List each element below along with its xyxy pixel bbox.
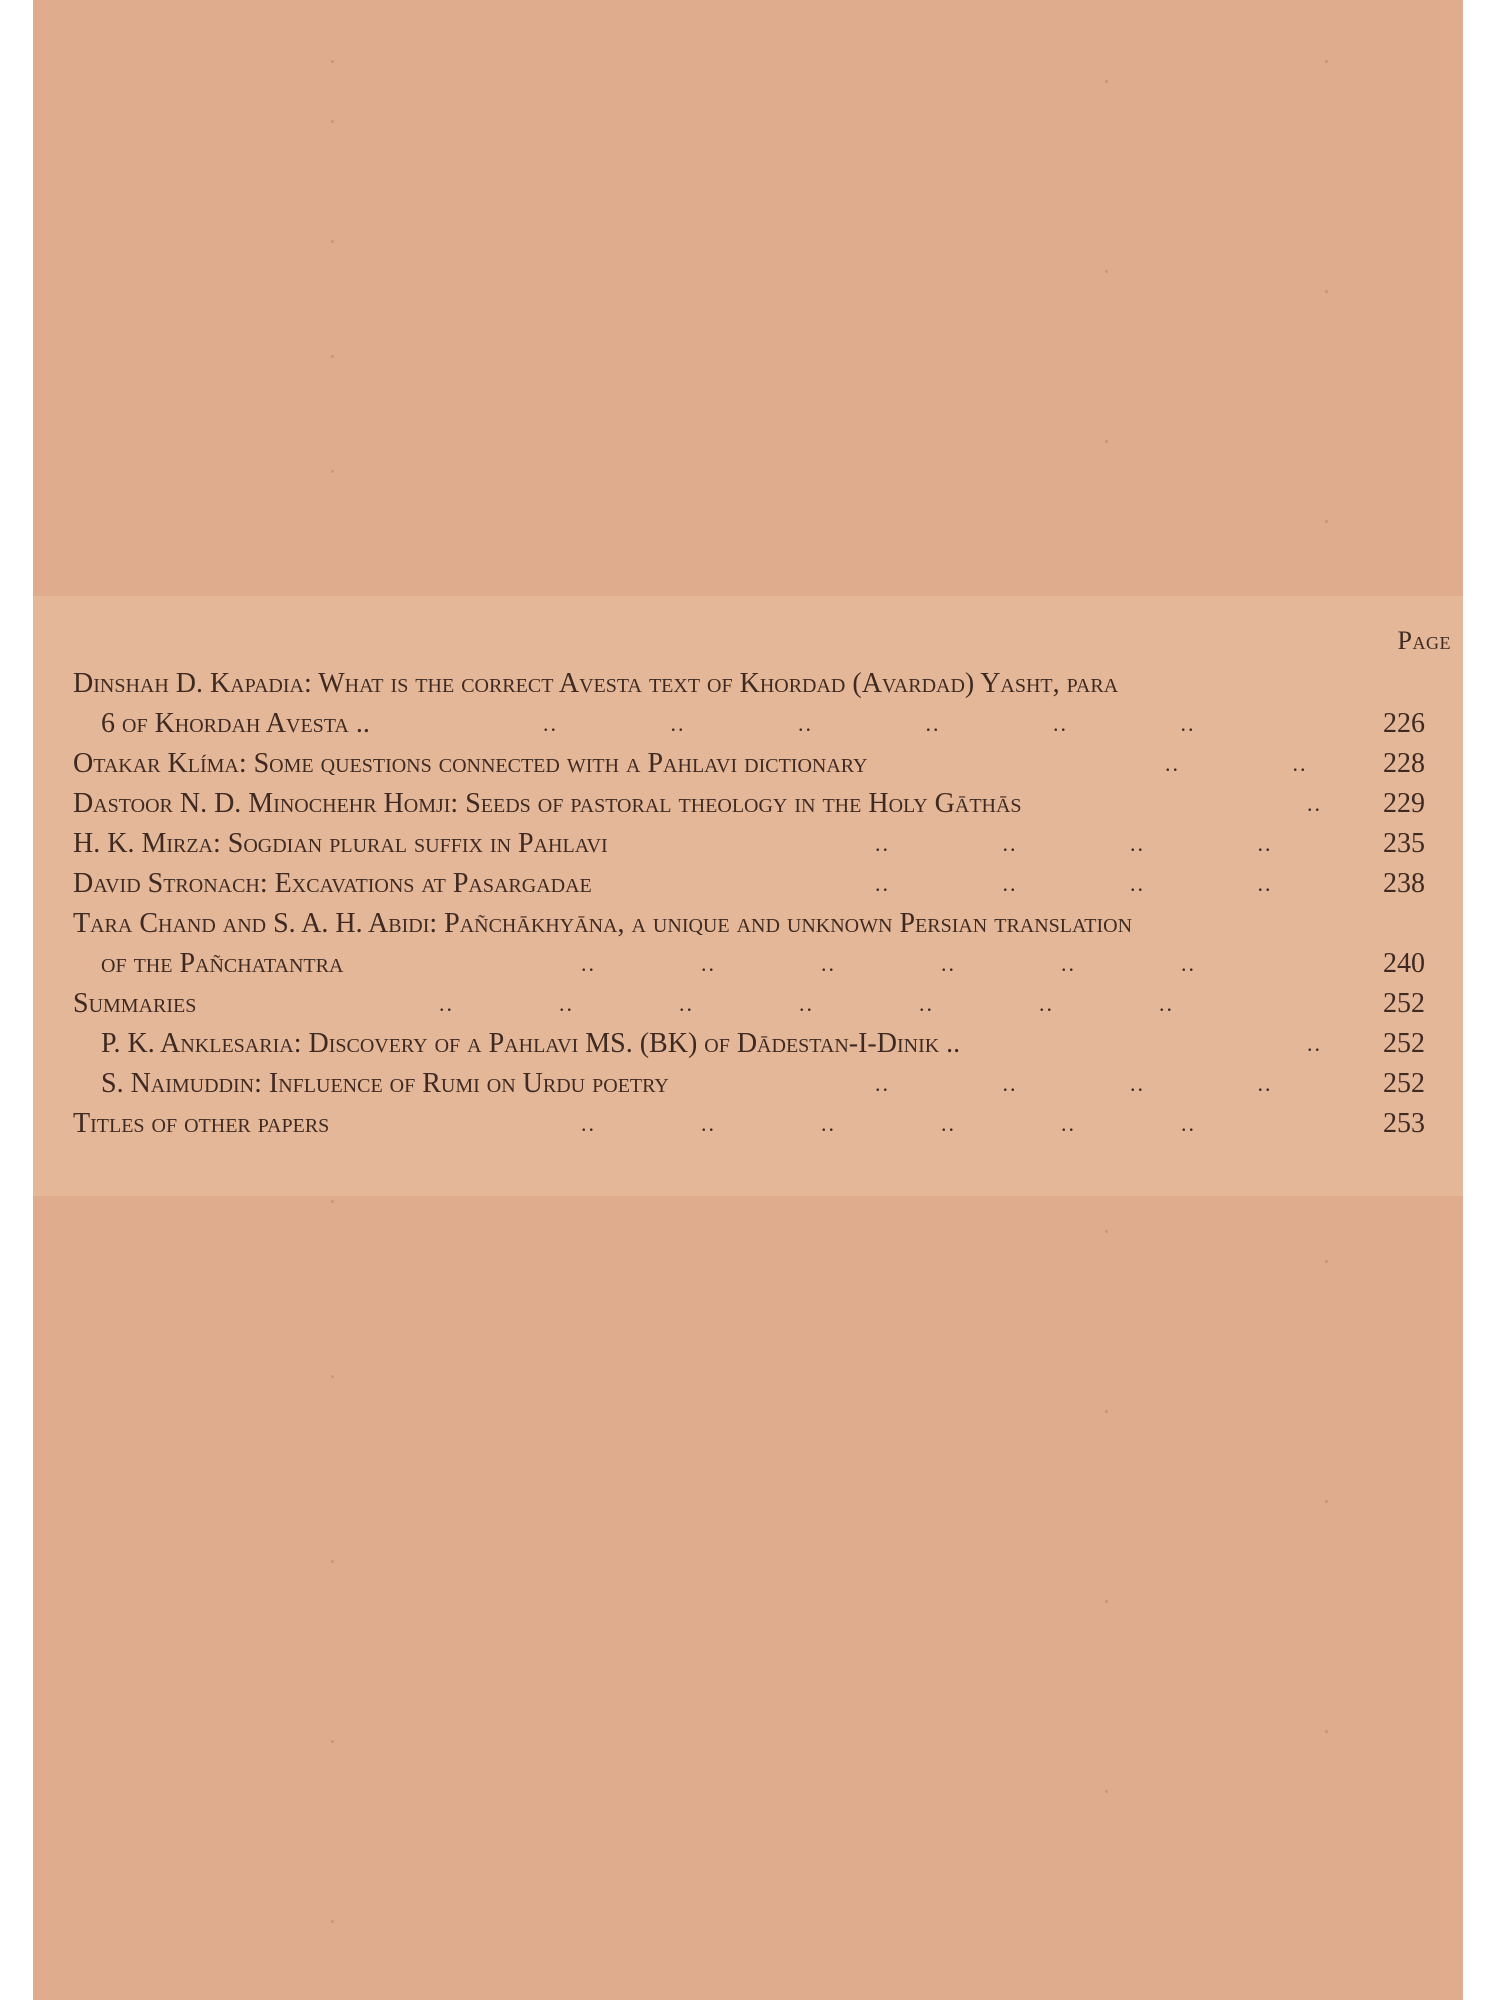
page-column-heading: Page: [1397, 626, 1451, 655]
dot-leaders: .. .. .. .. .. .. ..: [439, 991, 1174, 1016]
dot-leaders: .. .. .. ..: [875, 831, 1273, 856]
toc-entry-line: Dastoor N. D. Minochehr Homji: Seeds of pastoral theology in the Holy Gāthās: [73, 788, 1022, 819]
dot-leaders: .. .. .. ..: [875, 871, 1273, 896]
page-number: 240: [1383, 948, 1425, 979]
dot-leaders: .. ..: [1165, 751, 1308, 776]
toc-entry: [73, 1104, 1453, 1144]
toc-entry-line: S. Naimuddin: Influence of Rumi on Urdu poetry: [101, 1068, 669, 1099]
toc-entry-line: Tara Chand and S. A. H. Abidi: Pañchākhyāna, a unique and unknown Persian translation: [73, 908, 1133, 939]
toc-entry-line: Dinshah D. Kapadia: What is the correct Avesta text of Khordad (Avardad) Yasht, para: [73, 668, 1119, 699]
toc-entry-line: Titles of other papers: [73, 1108, 330, 1139]
dot-leaders: .. .. .. .. .. ..: [543, 711, 1196, 736]
toc-entry-line: of the Pañchatantra: [101, 948, 344, 979]
page-number: 229: [1383, 788, 1425, 819]
dot-leaders: .. .. .. ..: [875, 1071, 1273, 1096]
page-number: 252: [1383, 1028, 1425, 1059]
page-number: 235: [1383, 828, 1425, 859]
toc-entry-line: Summaries: [73, 988, 197, 1019]
dot-leaders: ..: [1307, 1031, 1322, 1056]
toc-entry-line: Otakar Klíma: Some questions connected with a Pahlavi dictionary: [73, 748, 868, 779]
page-number: 253: [1383, 1108, 1425, 1139]
page-number: 238: [1383, 868, 1425, 899]
toc-entry: [73, 744, 1453, 784]
page-number: 252: [1383, 988, 1425, 1019]
page-number: 226: [1383, 708, 1425, 739]
toc-entry-line: H. K. Mirza: Sogdian plural suffix in Pahlavi: [73, 828, 608, 859]
toc-entry: [73, 824, 1453, 864]
document-page: [33, 0, 1463, 2000]
toc-entry: [73, 864, 1453, 904]
page-number: 252: [1383, 1068, 1425, 1099]
toc-entry: [73, 984, 1453, 1024]
toc-entry: [73, 784, 1453, 824]
dot-leaders: .. .. .. .. .. ..: [581, 1111, 1196, 1136]
page-number: 228: [1383, 748, 1425, 779]
toc-entry: [73, 1064, 1453, 1104]
toc-entry: [73, 1024, 1453, 1064]
toc-entry-line: David Stronach: Excavations at Pasargadae: [73, 868, 592, 899]
dot-leaders: .. .. .. .. .. ..: [581, 951, 1196, 976]
dot-leaders: ..: [1307, 791, 1322, 816]
toc-entry: [73, 904, 1453, 984]
toc-entry-line: 6 of Khordah Avesta ..: [101, 708, 370, 739]
toc-entry: [73, 664, 1453, 744]
toc-entry-line: P. K. Anklesaria: Discovery of a Pahlavi MS. (BK) of Dādestan-I-Dinik ..: [101, 1028, 961, 1059]
